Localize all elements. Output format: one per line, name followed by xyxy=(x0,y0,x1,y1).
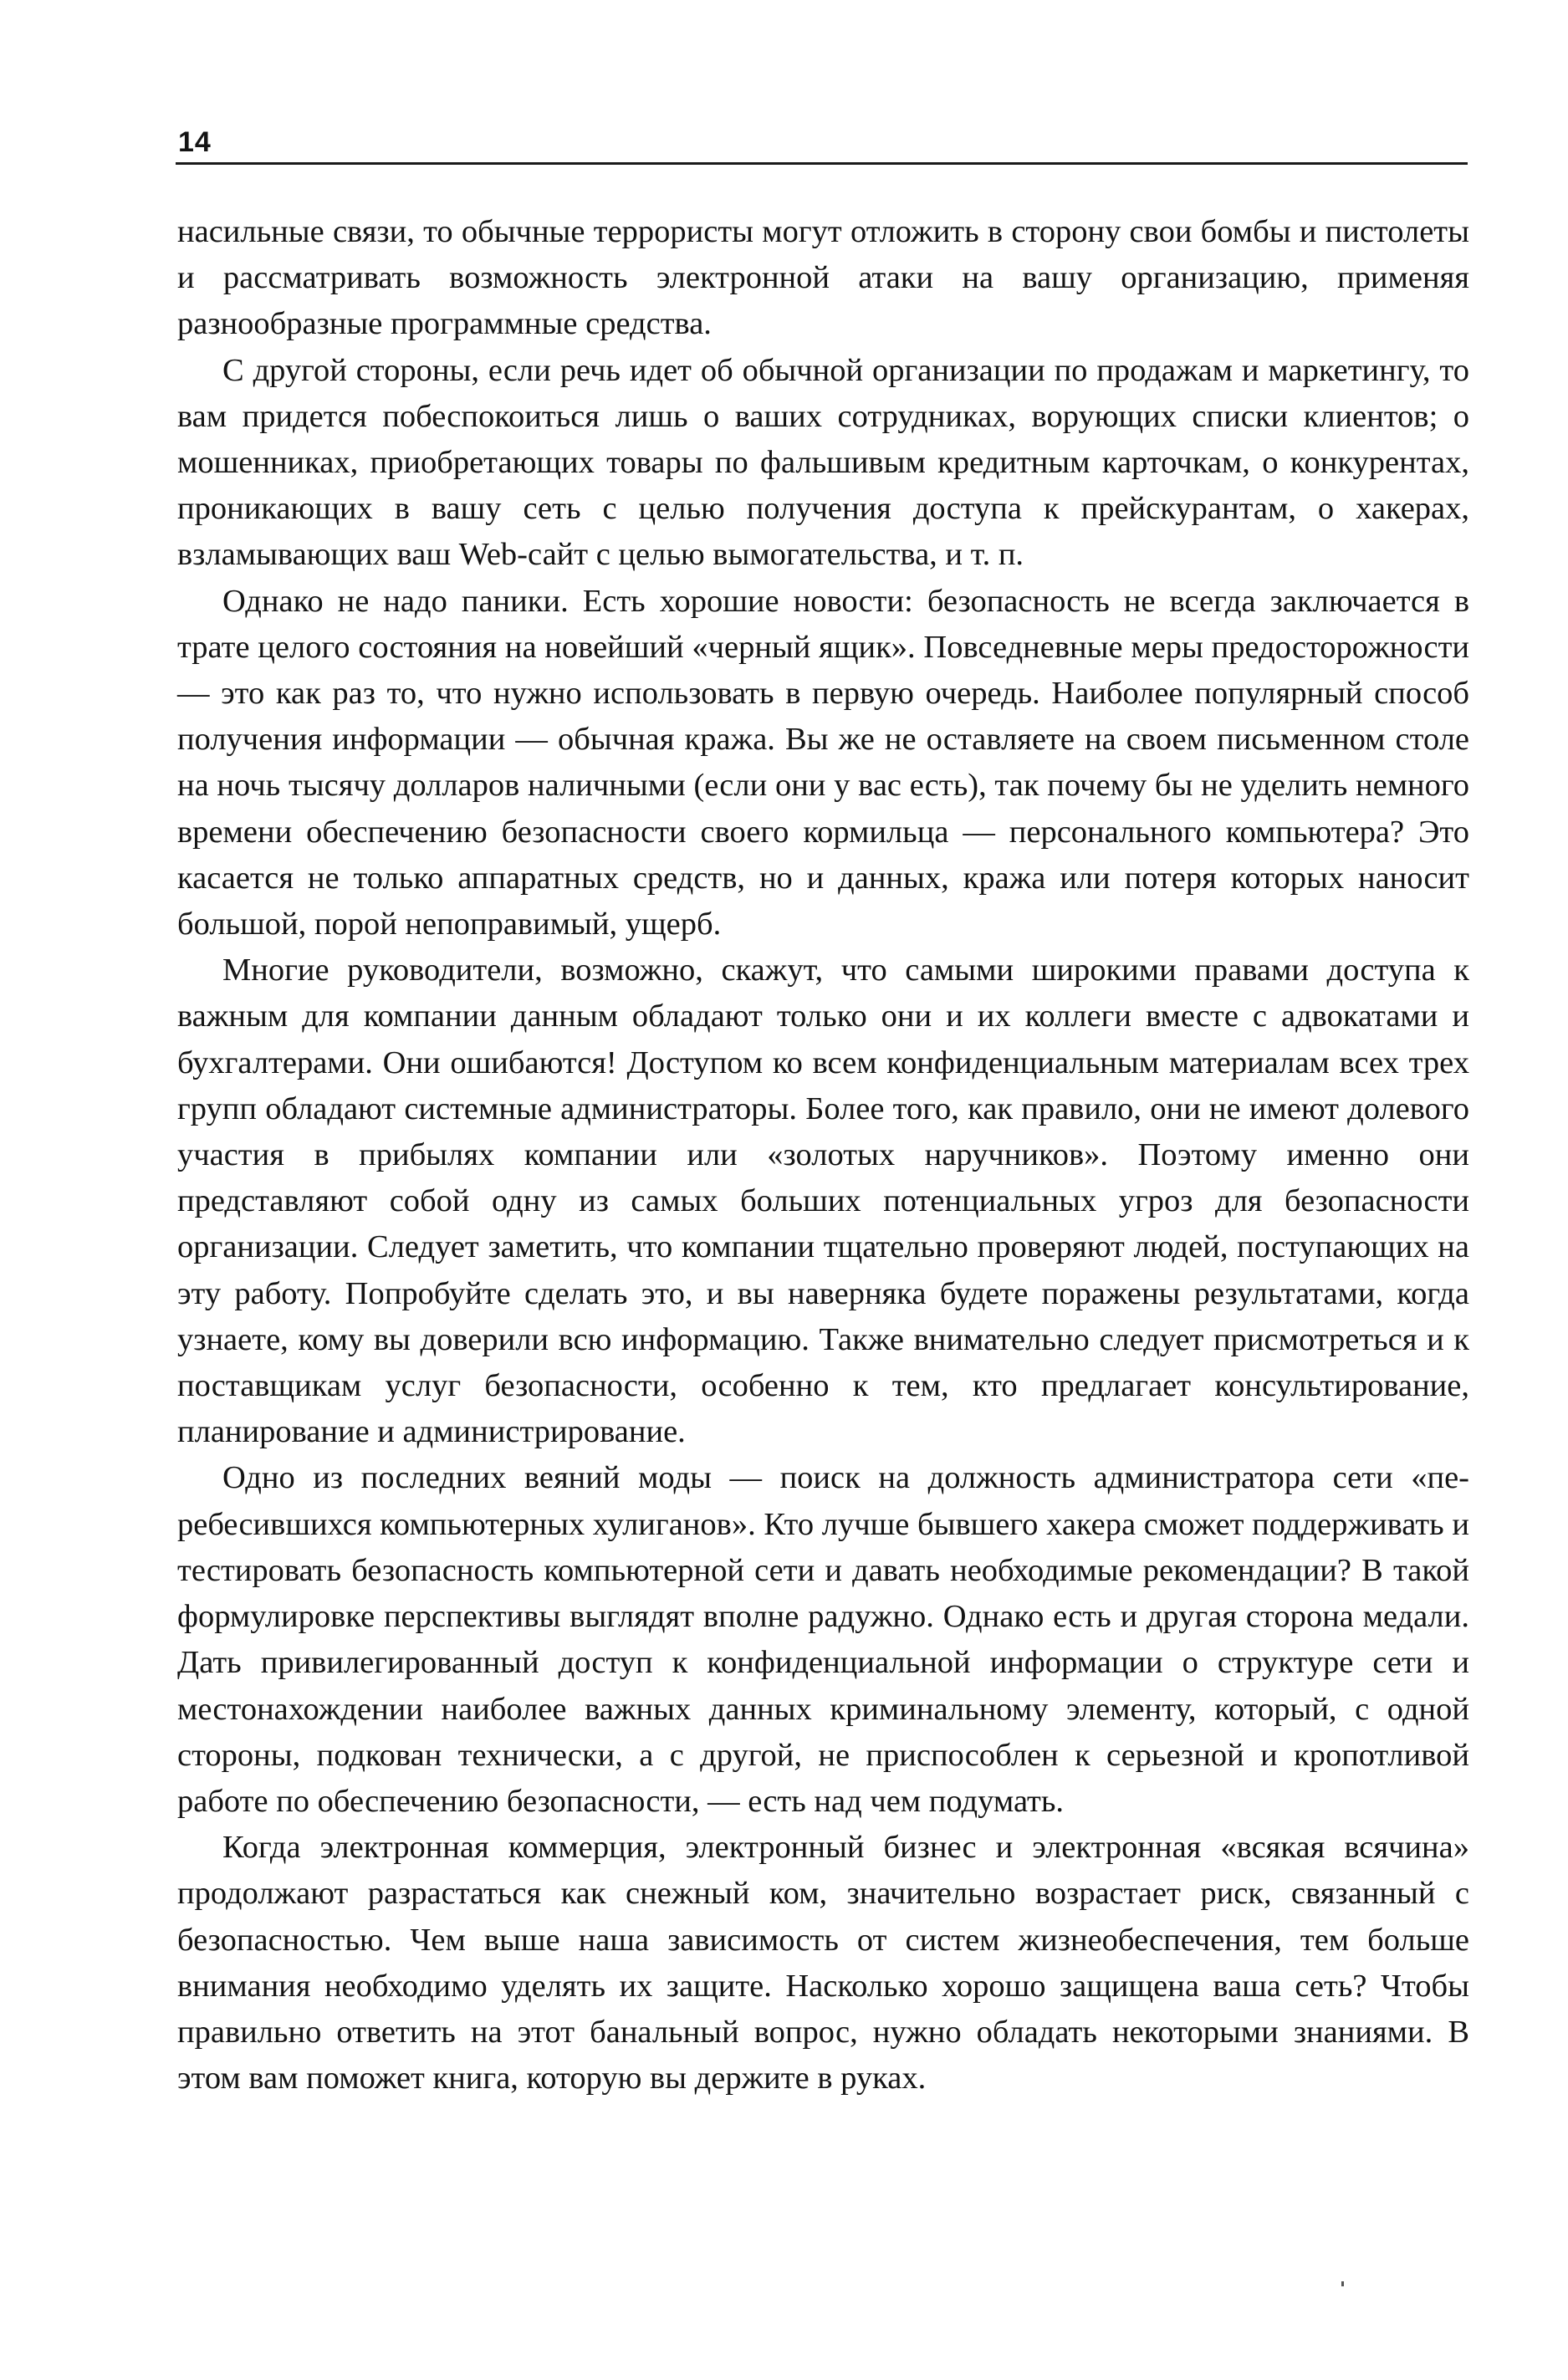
body-text xyxy=(177,209,1469,2102)
paragraph-6: Когда электронная коммерция, электронный бизнес и электронная «всякая всячина» продолжают разрастаться как снежный ком, значительно возрастает риск, связанный с безопасностью. Чем выше наша зависимость от систем жизнеобеспечения, тем больше внимания необходимо уделять их защите. Насколько хорошо защищена ваша сеть? Чтобы правильно ответить на этот банальный вопрос, нужно обладать некоторыми знаниями. В этом вам поможет книга, которую вы держите в руках. xyxy=(177,1830,1469,2097)
scan-speck xyxy=(1341,2281,1344,2286)
paragraph-5: Одно из последних веяний моды — поиск на должность администратора сети «перебесившихся компьютерных хулиганов». Кто лучше бывшего хакера сможет поддерживать и тестировать безопасность компьютерной сети и давать необходимые рекомендации? В такой формулировке перспективы выглядят вполне радужно. Однако есть и другая сторона медали. Дать привилегированный доступ к конфиденциальной информации о структуре сети и местонахождении наиболее важных данных криминальному элементу, который, с одной стороны, подкован технически, а с другой, не приспособлен к серьезной и кропотливой работе по обеспечению безопасности, — есть над чем подумать. xyxy=(177,1460,1469,1819)
paragraph-1: насильные связи, то обычные террористы могут отложить в сторону свои бомбы и пистолеты и рассматривать возможность электронной атаки на вашу организацию, применяя разнообразные программные средства. xyxy=(177,214,1469,342)
page-header xyxy=(176,125,1468,167)
paragraph-2: С другой стороны, если речь идет об обычной организации по продажам и маркетингу, то вам придется побеспокоиться лишь о ваших сотрудниках, ворующих списки клиентов; о мошенниках, приобретающих товары по фальшивым кредитным карточкам, о конкурентах, проникающих в вашу сеть с целью получения доступа к прейскурантам, о хакерах, взламывающих ваш Web-сайт с целью вымогательства, и т. п. xyxy=(177,352,1469,573)
page-number: 14 xyxy=(178,126,212,158)
paragraph-3: Однако не надо паники. Есть хорошие новости: безопасность не всегда заключается в трате целого состояния на новейший «черный ящик». Повседневные меры предосторожности — это как раз то, что нужно использовать в первую очередь. Наиболее популярный способ получения информации — обычная кража. Вы же не оставляете на своем письменном столе на ночь тысячу долларов наличными (если они у вас есть), так почему бы не уделить немного времени обеспечению безопасности своего кормильца — персонального компьютера? Это касается не только аппаратных средств, но и данных, кража или потеря которых наносит большой, порой непоправимый, ущерб. xyxy=(177,583,1469,942)
header-rule xyxy=(176,162,1468,165)
paragraph-4: Многие руководители, возможно, скажут, что самыми широкими правами доступа к важным для компании данным обладают только они и их коллеги вместе с адвокатами и бухгалтерами. Они ошибаются! Доступом ко всем конфиденциальным материалам всех трех групп обладают системные администраторы. Более того, как правило, они не имеют долевого участия в прибылях компании или «золотых наручников». Поэтому именно они представляют собой одну из самых больших потенциальных угроз для безопасности организации. Следует заметить, что компании тщательно проверяют людей, поступающих на эту работу. Попробуйте сделать это, и вы наверняка будете поражены результатами, когда узнаете, кому вы доверили всю информацию. Также внимательно следует присмотреться и к поставщикам услуг безопасности, особенно к тем, кто предлагает консультирование, планирование и администрирование. xyxy=(177,953,1469,1450)
